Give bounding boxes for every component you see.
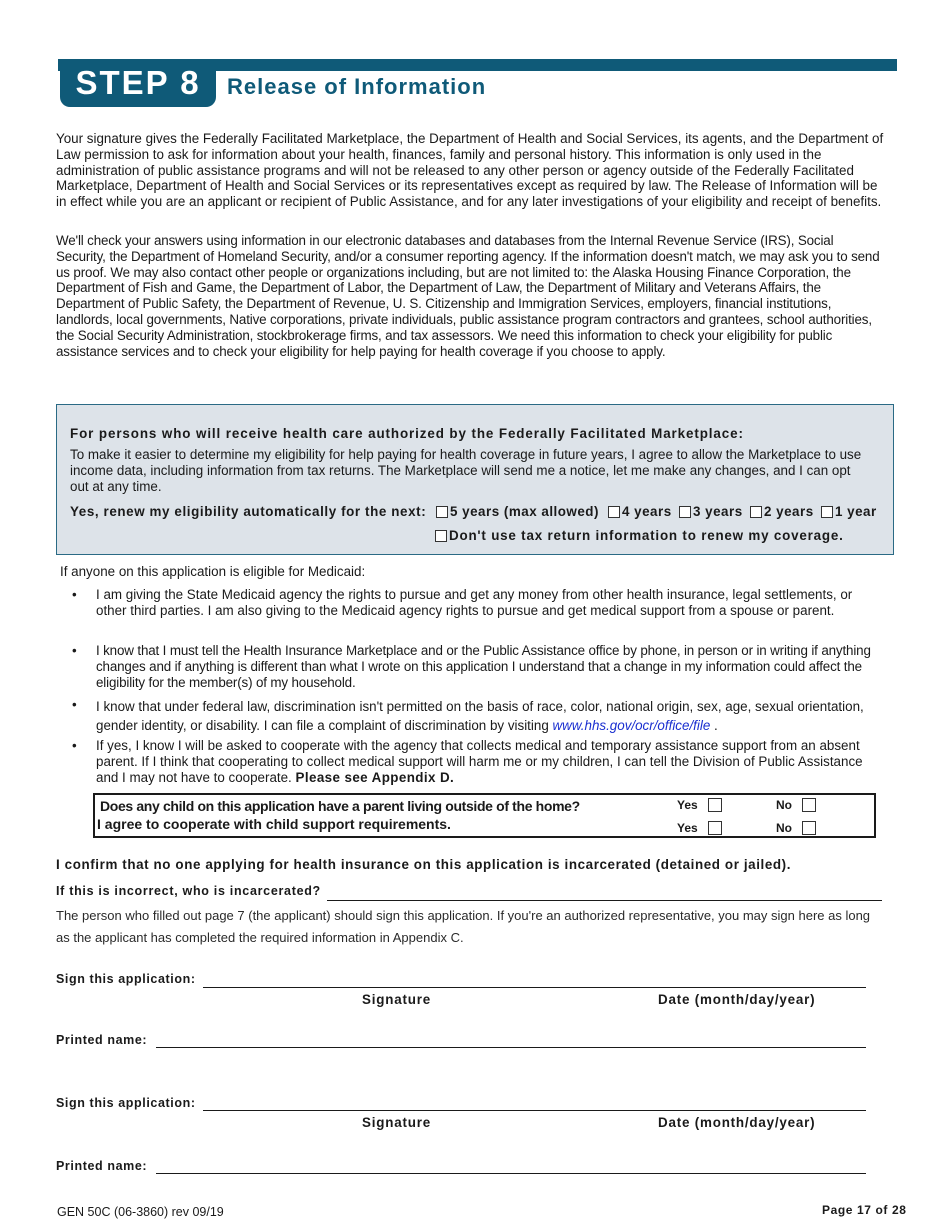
- renew-1-year-option[interactable]: 1 year: [821, 504, 877, 519]
- checkbox[interactable]: [802, 798, 816, 812]
- date-caption: Date (month/day/year): [658, 1115, 816, 1130]
- bullet-icon: •: [72, 697, 77, 712]
- child-parent-outside-question: Does any child on this application have a parent living outside of the home?: [100, 798, 580, 814]
- checkbox[interactable]: [802, 821, 816, 835]
- no-tax-info-option[interactable]: Don't use tax return information to renew my coverage.: [435, 528, 844, 543]
- step-label: STEP 8: [75, 64, 201, 101]
- medicaid-bullet: • I am giving the State Medicaid agency the rights to pursue and get any money from other health insurance, legal settlements, or other third parties. I am also giving to the Medicaid agency rights to pursue and get medical support from a spouse or parent.: [72, 587, 853, 618]
- signature-field-1[interactable]: [203, 987, 866, 988]
- sign-application-label: Sign this application:: [56, 972, 196, 986]
- sign-application-label: Sign this application:: [56, 1096, 196, 1110]
- checkbox[interactable]: [708, 821, 722, 835]
- cooperate-yes[interactable]: Yes: [677, 821, 724, 835]
- step-badge: [60, 59, 216, 107]
- date-caption: Date (month/day/year): [658, 992, 816, 1007]
- bullet-icon: •: [72, 587, 77, 602]
- marketplace-box-body: To make it easier to determine my eligibility for help paying for health coverage in future years, I agree to allow the Marketplace to use income data, including information from tax returns. The Marketplace will send me a notice, let me make any changes, and I can opt out at any time.: [70, 447, 862, 494]
- renew-options-row: [70, 504, 890, 522]
- hhs-ocr-link[interactable]: www.hhs.gov/ocr/office/file: [552, 718, 711, 733]
- signature-field-2[interactable]: [203, 1110, 866, 1111]
- page-title: Release of Information: [227, 74, 487, 99]
- appendix-note: Please see Appendix D.: [295, 769, 455, 785]
- printed-name-label: Printed name:: [56, 1033, 148, 1047]
- renew-label: Yes, renew my eligibility automatically for the next:: [70, 504, 427, 519]
- checkbox[interactable]: [608, 506, 620, 518]
- renew-5-years-option[interactable]: 5 years (max allowed): [436, 504, 599, 519]
- signature-caption: Signature: [362, 992, 431, 1007]
- medicaid-bullet: • I know that under federal law, discrimination isn't permitted on the basis of race, color, national origin, sex, age, sexual orientation, gender identity, or disability. I can file a complaint of discrimination by visiting www.hhs.gov/ocr/office/file .: [72, 697, 864, 733]
- parent-outside-yes[interactable]: Yes: [677, 798, 724, 812]
- medicaid-bullet: • I know that I must tell the Health Insurance Marketplace and or the Public Assistance office by phone, in person or in writing if anything changes and if anything is different than what I wrote on this application I understand that a change in my information could affect the eligibility for the member(s) of my household.: [72, 643, 871, 690]
- checkbox[interactable]: [436, 506, 448, 518]
- intro-paragraph-2: We'll check your answers using information in our electronic databases and databases from the Internal Revenue Service (IRS), Social Security, the Department of Homeland Security, and/or a consumer reporting agency. If the information doesn't match, we may ask you to send us proof. We may also contact other people or organizations including, but are not limited to: the Alaska Housing Finance Corporation, the Department of Fish and Game, the Department of Labor, the Department of Law, the Department of Military and Veterans Affairs, the Department of Public Safety, the Department of Revenue, U. S. Citizenship and Immigration Services, employers, financial institutions, landlords, local governments, Native corporations, private individuals, public assistance program contractors and grantees, school authorities, the Social Security Administration, stockbrokerage firms, and tax assessors. We need this information to check your eligibility for public assistance services and to check your eligibility for help paying for health coverage if you choose to apply.: [56, 233, 880, 359]
- printed-name-field-1[interactable]: [156, 1047, 866, 1048]
- checkbox[interactable]: [750, 506, 762, 518]
- bullet-icon: •: [72, 643, 77, 658]
- renew-2-years-option[interactable]: 2 years: [750, 504, 814, 519]
- signature-instructions: The person who filled out page 7 (the applicant) should sign this application. If you're an authorized representative, you may sign here as long as the applicant has completed the required information in Appendix C.: [56, 908, 871, 945]
- form-id: GEN 50C (06-3860) rev 09/19: [57, 1205, 224, 1219]
- checkbox[interactable]: [679, 506, 691, 518]
- checkbox[interactable]: [435, 530, 447, 542]
- printed-name-field-2[interactable]: [156, 1173, 866, 1174]
- renew-4-years-option[interactable]: 4 years: [608, 504, 672, 519]
- renew-3-years-option[interactable]: 3 years: [679, 504, 743, 519]
- checkbox[interactable]: [821, 506, 833, 518]
- intro-paragraph-1: Your signature gives the Federally Facilitated Marketplace, the Department of Health and Social Services, its agents, and the Department of Law permission to ask for information about your health, finances, family and personal history. This information is only used in the administration of public assistance programs and will not be released to any other person or agency outside of the Federally Facilitated Marketplace, Department of Health and Social Services or its representatives except as required by law. The Release of Information will be in effect while you are an applicant or recipient of Public Assistance, and for any later investigations of your eligibility and receipt of benefits.: [56, 131, 884, 210]
- printed-name-label: Printed name:: [56, 1159, 148, 1173]
- checkbox[interactable]: [708, 798, 722, 812]
- page-number: Page 17 of 28: [822, 1203, 907, 1217]
- bullet-icon: •: [72, 738, 77, 753]
- medicaid-intro: If anyone on this application is eligible for Medicaid:: [60, 564, 366, 579]
- marketplace-box-title: For persons who will receive health care authorized by the Federally Facilitated Marketplace:: [70, 426, 744, 441]
- incarcerated-prompt: If this is incorrect, who is incarcerated?: [56, 884, 321, 898]
- parent-outside-no[interactable]: No: [776, 798, 818, 812]
- cooperate-statement: I agree to cooperate with child support requirements.: [97, 816, 451, 832]
- signature-caption: Signature: [362, 1115, 431, 1130]
- incarcerated-name-field[interactable]: [327, 900, 882, 901]
- cooperate-no[interactable]: No: [776, 821, 818, 835]
- incarceration-confirmation: I confirm that no one applying for health insurance on this application is incarcerated (detained or jailed).: [56, 857, 792, 872]
- medicaid-bullet: • If yes, I know I will be asked to cooperate with the agency that collects medical and temporary assistance support from an absent parent. If I think that cooperating to collect medical support will harm me or my children, I can tell the Division of Public Assistance and I may not have to cooperate. Please see Appendix D.: [72, 738, 863, 785]
